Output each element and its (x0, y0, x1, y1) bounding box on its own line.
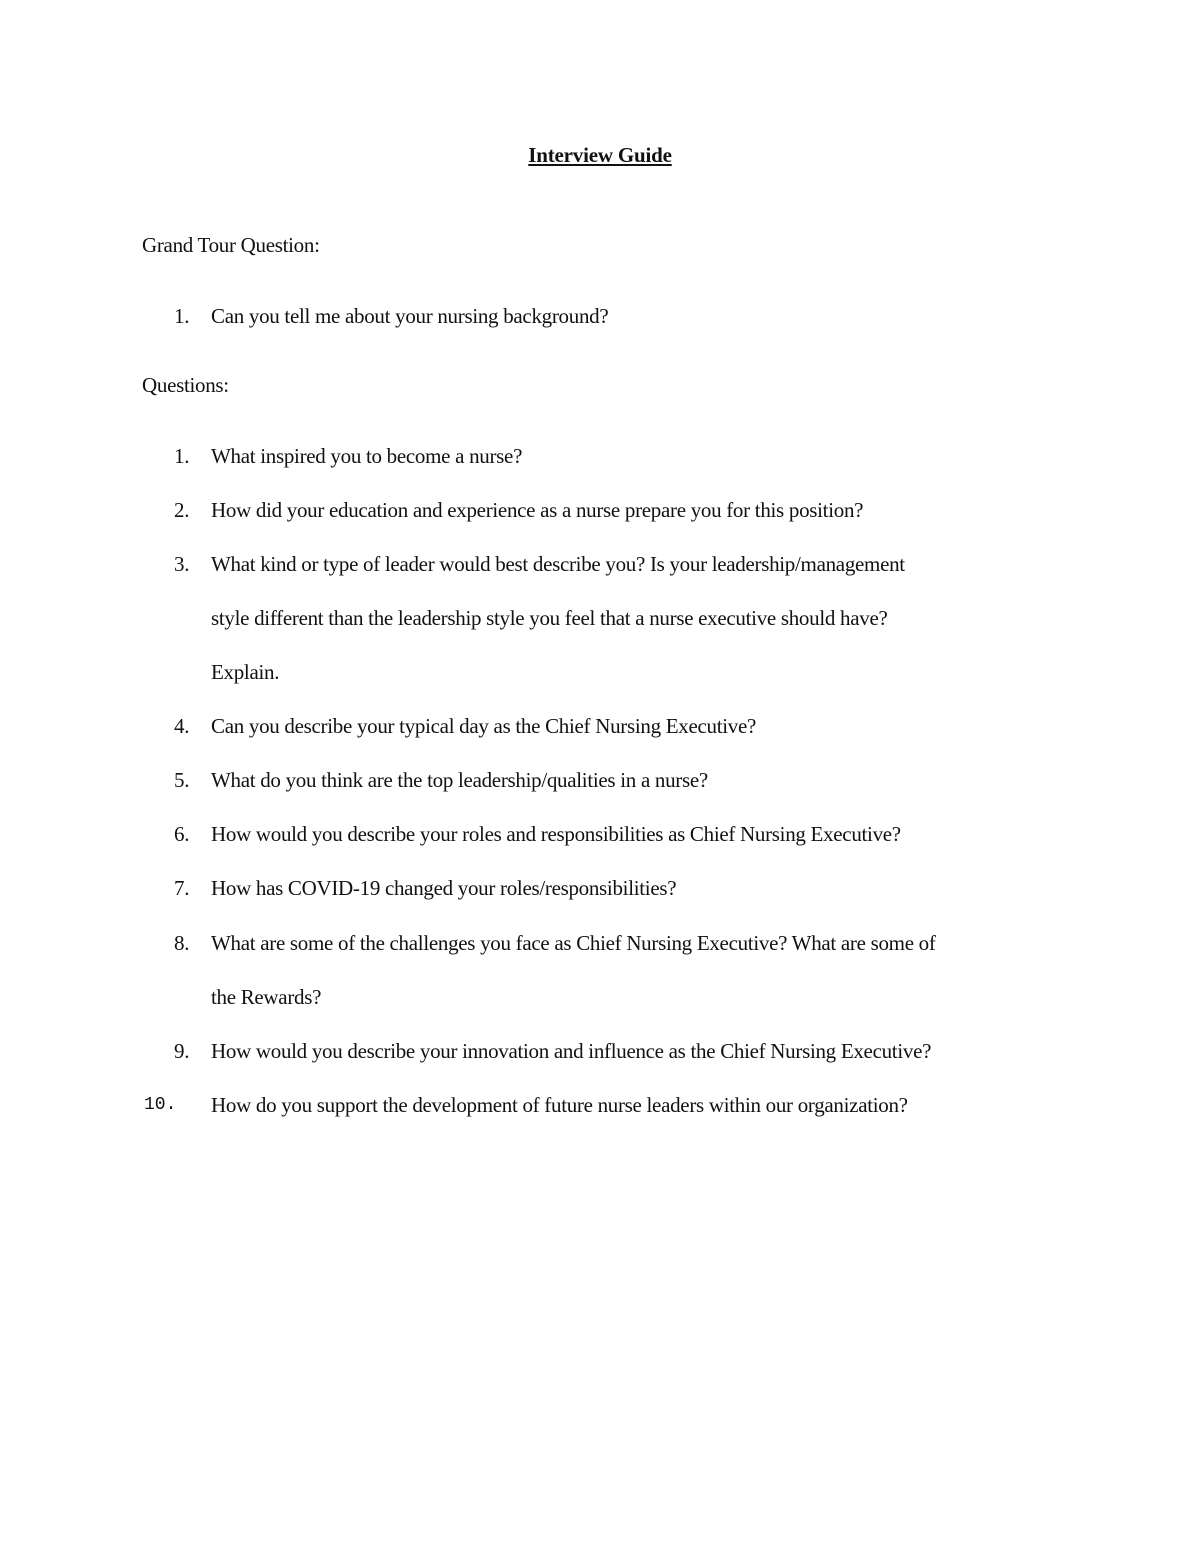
list-text: How would you describe your innovation and influence as the Chief Nursing Executive? (211, 1039, 932, 1063)
list-number: 6. (174, 822, 190, 846)
list-text-continued: Explain. (211, 660, 280, 684)
list-number: 4. (174, 714, 190, 738)
list-number: 8. (174, 931, 190, 955)
list-number: 1. (174, 304, 190, 328)
list-text: What do you think are the top leadership/qualities in a nurse? (211, 768, 708, 792)
list-text: What kind or type of leader would best describe you? Is your leadership/management (211, 552, 905, 576)
list-number: 9. (174, 1039, 190, 1063)
list-text: How did your education and experience as a nurse prepare you for this position? (211, 498, 864, 522)
grand-tour-heading: Grand Tour Question: (142, 233, 320, 257)
list-text: Can you tell me about your nursing background? (211, 304, 609, 328)
list-number: 3. (174, 552, 190, 576)
list-text: What are some of the challenges you face as Chief Nursing Executive? What are some of (211, 931, 936, 955)
document-title: Interview Guide (528, 143, 672, 167)
list-text: What inspired you to become a nurse? (211, 444, 523, 468)
list-text: Can you describe your typical day as the Chief Nursing Executive? (211, 714, 756, 738)
list-number: 10. (144, 1095, 177, 1115)
list-number: 7. (174, 876, 190, 900)
list-text-continued: style different than the leadership style you feel that a nurse executive should have? (211, 606, 888, 630)
list-number: 1. (174, 444, 190, 468)
list-text-continued: the Rewards? (211, 985, 322, 1009)
list-text: How would you describe your roles and responsibilities as Chief Nursing Executive? (211, 822, 901, 846)
questions-heading: Questions: (142, 373, 229, 397)
list-number: 5. (174, 768, 190, 792)
list-number: 2. (174, 498, 190, 522)
list-text: How has COVID-19 changed your roles/responsibilities? (211, 876, 677, 900)
list-text: How do you support the development of future nurse leaders within our organization? (211, 1093, 908, 1117)
